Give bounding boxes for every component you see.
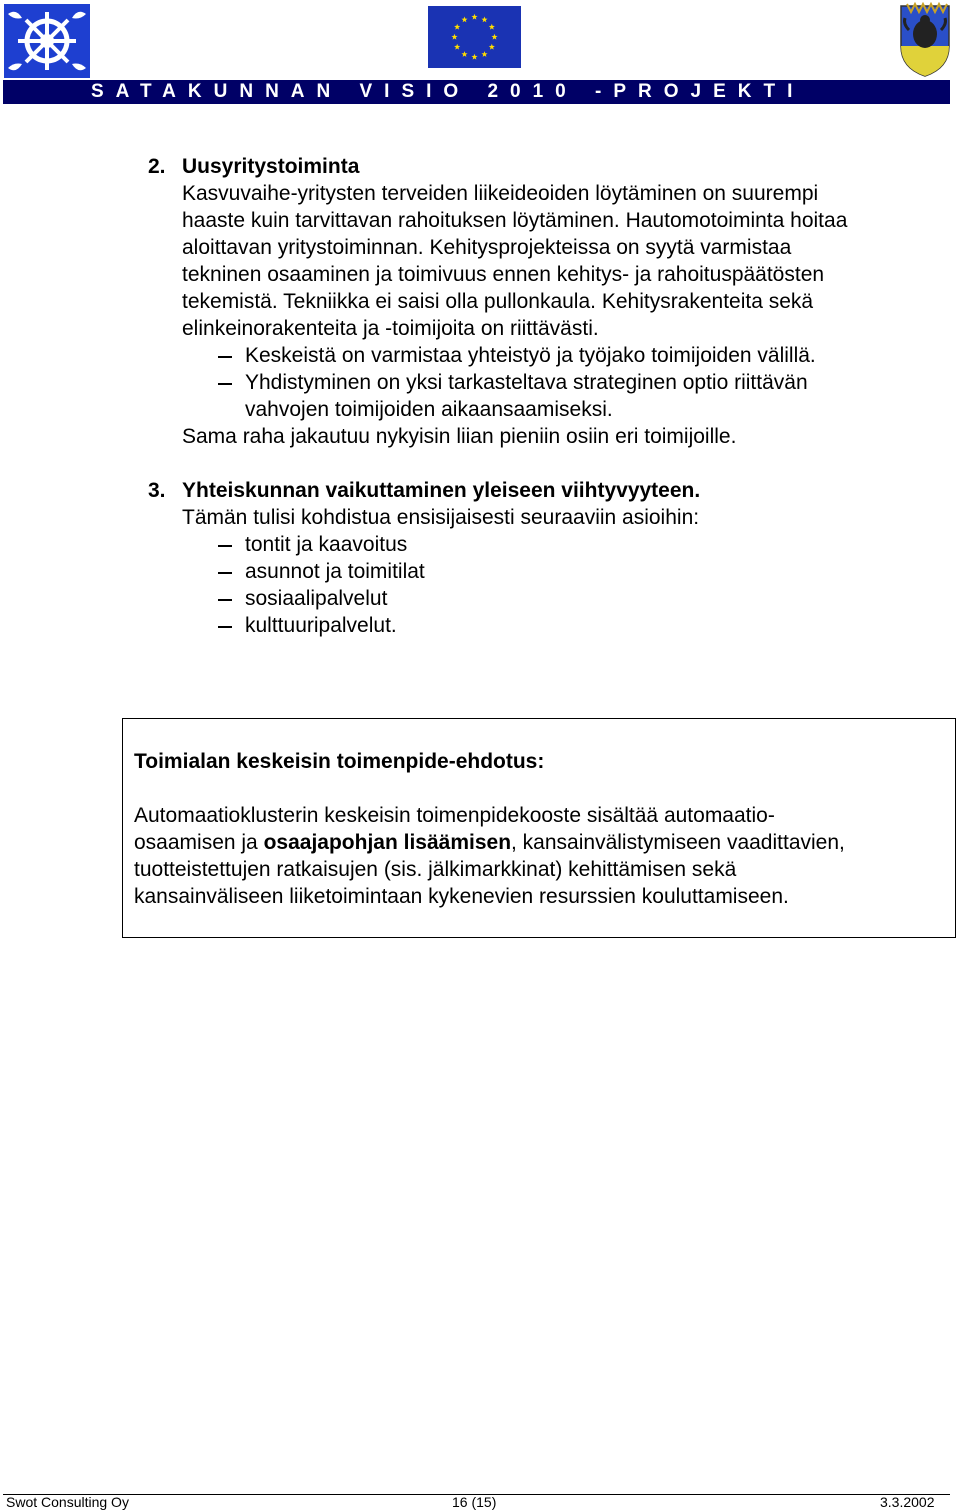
ships-wheel-crest-icon xyxy=(4,4,90,78)
section-2-bullet: Keskeistä on varmistaa yhteistyö ja työjako toimijoiden välillä. xyxy=(245,344,816,367)
section-2-bullet-continuation: vahvojen toimijoiden aikaansaamiseksi. xyxy=(245,398,613,421)
section-3-intro: Tämän tulisi kohdistua ensisijaisesti seuraaviin asioihin: xyxy=(182,506,700,529)
bullet-dash xyxy=(218,626,232,628)
proposal-line xyxy=(134,829,845,856)
header-logos xyxy=(0,0,960,84)
section-3-bullet: kulttuuripalvelut. xyxy=(245,614,397,637)
section-3-bullet: tontit ja kaavoitus xyxy=(245,533,408,556)
proposal-text: , kansainvälistymiseen vaadittavien, xyxy=(511,831,845,854)
bullet-dash xyxy=(218,572,232,574)
section-2-text-line: haaste kuin tarvittavan rahoituksen löytäminen. Hautomotoiminta hoitaa xyxy=(182,209,848,232)
section-2-text-line: tekemistä. Tekniikka ei saisi olla pullonkaula. Kehitysrakenteita sekä xyxy=(182,290,814,313)
bullet-dash xyxy=(218,356,232,358)
section-2-closing: Sama raha jakautuu nykyisin liian pieniin osiin eri toimijoille. xyxy=(182,425,737,448)
proposal-emphasis: osaajapohjan lisäämisen xyxy=(263,831,512,854)
proposal-title: Toimialan keskeisin toimenpide-ehdotus: xyxy=(134,750,545,773)
section-2-heading: Uusyritystoiminta xyxy=(182,155,360,178)
satakunta-coat-of-arms-icon xyxy=(897,2,953,78)
footer-company: Swot Consulting Oy xyxy=(6,1494,129,1510)
section-2-text-line: tekninen osaaminen ja toimivuus ennen kehitys- ja rahoituspäätösten xyxy=(182,263,825,286)
bullet-dash xyxy=(218,545,232,547)
section-3-heading: Yhteiskunnan vaikuttaminen yleiseen viihtyvyyteen. xyxy=(182,479,701,502)
bullet-dash xyxy=(218,599,232,601)
proposal-text: osaamisen ja xyxy=(134,831,264,854)
section-3-bullet: sosiaalipalvelut xyxy=(245,587,388,610)
section-2-text-line: aloittavan yritystoiminnan. Kehitysprojekteissa on syytä varmistaa xyxy=(182,236,792,259)
section-3-bullet: asunnot ja toimitilat xyxy=(245,560,425,583)
footer-date: 3.3.2002 xyxy=(880,1494,935,1510)
footer-page-number: 16 (15) xyxy=(452,1494,497,1510)
section-2-text-line: Kasvuvaihe-yritysten terveiden liikeideoiden löytäminen on suurempi xyxy=(182,182,819,205)
banner-text: SATAKUNNAN VISIO 2010 -PROJEKTI xyxy=(91,81,805,102)
section-2-number: 2. xyxy=(148,155,166,178)
project-banner xyxy=(3,80,950,104)
eu-flag-icon xyxy=(428,6,521,68)
section-3-number: 3. xyxy=(148,479,166,502)
proposal-line: tuotteistettujen ratkaisujen (sis. jälkimarkkinat) kehittämisen sekä xyxy=(134,858,737,881)
section-2-text-line: elinkeinorakenteita ja -toimijoita on riittävästi. xyxy=(182,317,599,340)
section-2-bullet: Yhdistyminen on yksi tarkasteltava strateginen optio riittävän xyxy=(245,371,808,394)
proposal-line: Automaatioklusterin keskeisin toimenpidekooste sisältää automaatio- xyxy=(134,804,775,827)
proposal-line: kansainväliseen liiketoimintaan kykenevien resurssien kouluttamiseen. xyxy=(134,885,789,908)
bullet-dash xyxy=(218,383,232,385)
